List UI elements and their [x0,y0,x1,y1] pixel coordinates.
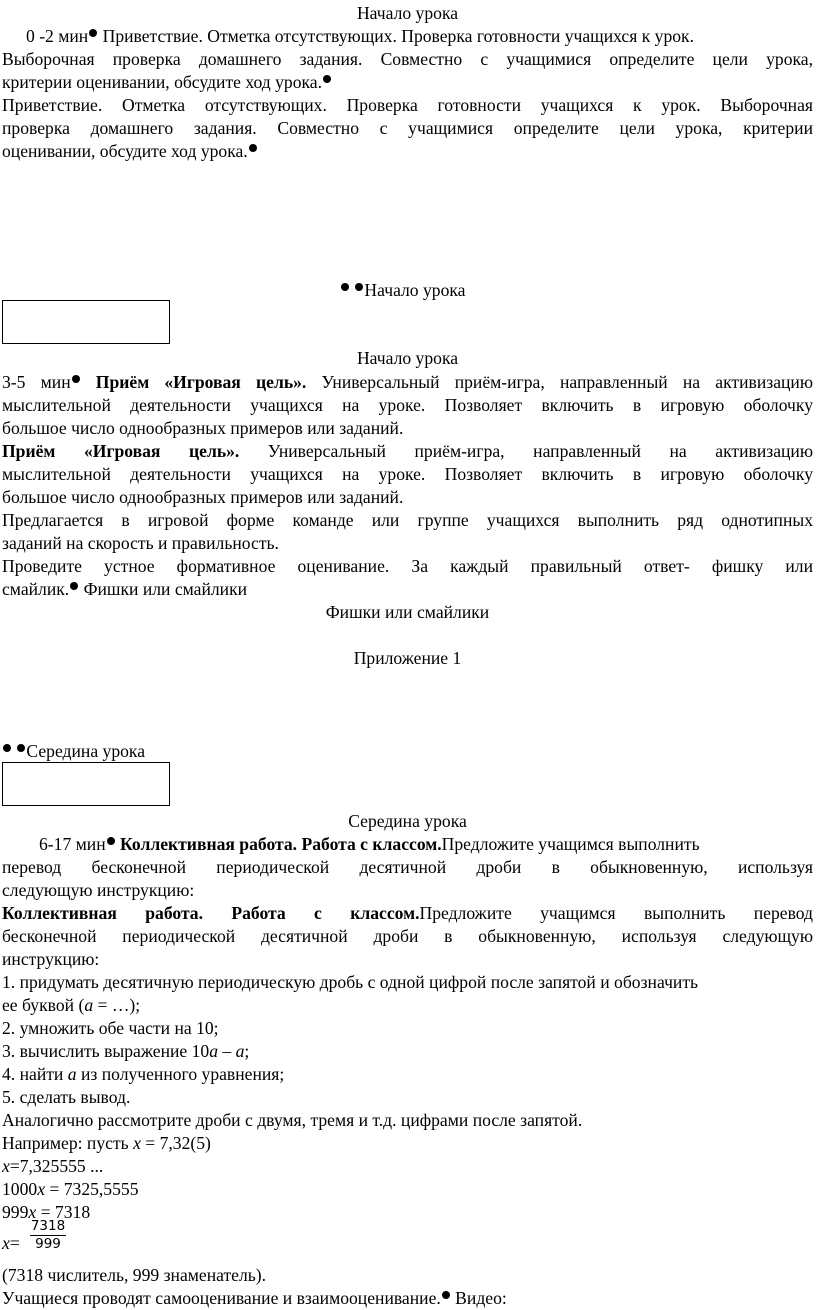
paragraph-line: Проведите устное формативное оценивание. За каждый правильный ответ- фишку или [2,556,813,576]
stage-row [2,25,813,48]
paragraph-line: (7318 числитель, 999 знаменатель). [2,1265,267,1285]
list-item: 1. придумать десятичную периодическую дробь с одной цифрой после запятой и обозначить [2,972,699,992]
list-item: ее буквой (a = …); [2,995,141,1015]
paragraph-line: большое число однообразных примеров или заданий. [2,418,404,438]
paragraph-line: Приём «Игровая цель». Универсальный приём-игра, направленный на активизацию [2,441,813,461]
bullet-icon [3,744,11,752]
stage-label: Начало урока [340,279,640,302]
list-item: 4. найти a из полученного уравнения; [2,1064,285,1084]
equation-line: 999x = 7318 [2,1202,91,1222]
paragraph-line: перевод бесконечной периодической десятичной дроби в обыкновенную, используя [2,857,813,877]
list-item: 2. умножить обе части на 10; [2,1018,219,1038]
paragraph-line: 3-5 мин Приём «Игровая цель». Универсальный приём-игра, направленный на активизацию [2,372,813,392]
paragraph-line: Выборочная проверка домашнего задания. Совместно с учащимися определите цели урока, [2,49,813,69]
bullet-icon [17,744,25,752]
section-heading: Начало урока [356,3,459,23]
paragraph-line: оценивании, обсудите ход урока. [2,140,813,163]
paragraph-line: Предлагается в игровой форме команде или группе учащихся выполнить ряд однотипных [2,510,813,530]
bullet-icon [249,144,257,152]
paragraph-line: заданий на скорость и правильность. [2,533,279,553]
bullet-icon [341,283,349,291]
bullet-icon [355,283,363,291]
equation-line: 1000x = 7325,5555 [2,1179,139,1199]
bullet-icon [72,375,80,383]
example-line: Например: пусть x = 7,32(5) [2,1133,211,1153]
stage-time: 0 -2 мин [26,26,89,46]
list-item: 3. вычислить выражение 10a – a; [2,1041,250,1061]
paragraph-text: Приветствие. Отметка отсутствующих. Проверка готовности учащихся к урок. [102,26,694,46]
paragraph-line: критерии оценивании, обсудите ход урока. [2,71,813,94]
fraction-denominator: 999 [35,1236,61,1252]
bullet-icon [107,837,115,845]
empty-frame [2,300,170,344]
paragraph-line: мыслительной деятельности учащихся на уроке. Позволяет включить в игровую оболочку [2,395,813,415]
fraction [28,1218,68,1252]
paragraph-line: инструкцию: [2,949,100,969]
paragraph-line: Учащиеся проводят самооценивание и взаимооценивание. Видео: [2,1288,507,1308]
bullet-icon [442,1291,450,1299]
section-heading: Начало урока [356,348,459,368]
bullet-icon [70,582,78,590]
stage-row: 6-17 мин Коллективная работа. Работа с классом.Предложите учащимся выполнить [39,834,700,854]
appendix-caption: Приложение 1 [353,648,462,668]
fraction-numerator: 7318 [30,1218,66,1234]
paragraph-line: Приветствие. Отметка отсутствующих. Проверка готовности учащихся к урок. Выборочная [2,95,813,115]
list-item: 5. сделать вывод. [2,1087,131,1107]
stage-time: 6-17 мин [39,834,106,854]
equation-line: x=7,325555 ... [2,1156,104,1176]
paragraph-line: проверка домашнего задания. Совместно с учащимися определите цели урока, критерии [2,118,813,138]
paragraph-line: Коллективная работа. Работа с классом.Предложите учащимся выполнить перевод [2,903,813,923]
section-heading: Середина урока [348,811,467,831]
paragraph-line: большое число однообразных примеров или заданий. [2,487,404,507]
stage-time: 3-5 мин [2,372,71,392]
centered-caption: Фишки или смайлики [325,602,490,622]
empty-frame [2,762,170,806]
bullet-icon [89,29,97,37]
paragraph-line: следующую инструкцию: [2,880,195,900]
bullet-icon [323,75,331,83]
paragraph-line: Аналогично рассмотрите дроби с двумя, тремя и т.д. цифрами после запятой. [2,1110,583,1130]
equation-line: x= [2,1233,20,1253]
stage-label: Середина урока [2,740,813,763]
paragraph-line: мыслительной деятельности учащихся на уроке. Позволяет включить в игровую оболочку [2,464,813,484]
paragraph-line: бесконечной периодической десятичной дроби в обыкновенную, используя следующую [2,926,813,946]
paragraph-line: смайлик. Фишки или смайлики [2,579,248,599]
